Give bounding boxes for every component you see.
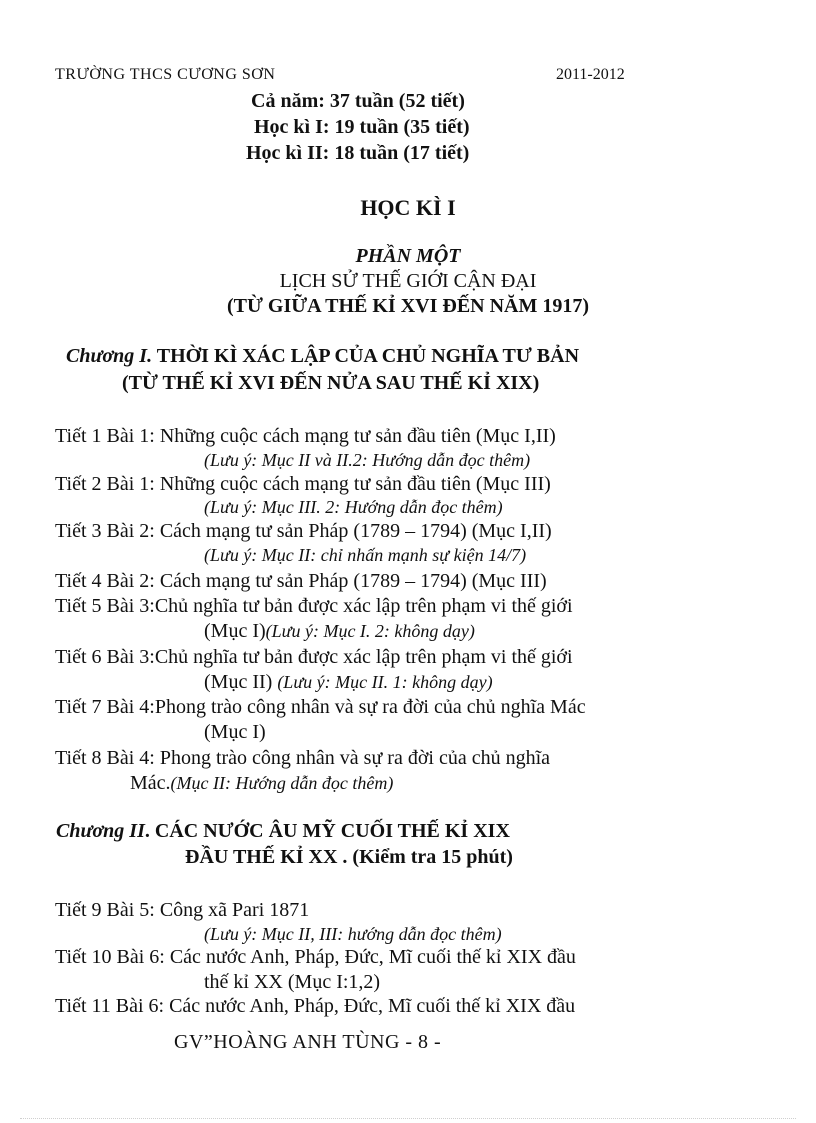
lesson-2-note: (Lưu ý: Mục III. 2: Hướng dẫn đọc thêm) [204,497,503,517]
lesson-3: Tiết 3 Bài 2: Cách mạng tư sản Pháp (1789 – 1794) (Mục I,II) [55,520,552,542]
chapter1-label: Chương I. [66,345,153,367]
lesson-11: Tiết 11 Bài 6: Các nước Anh, Pháp, Đức, Mĩ cuối thế kỉ XIX đầu [55,995,576,1017]
lesson-6-cont [204,671,493,694]
chapter2-heading [56,820,510,843]
lesson-1: Tiết 1 Bài 1: Những cuộc cách mạng tư sản đầu tiên (Mục I,II) [55,425,556,447]
term-title: HỌC KÌ I [360,195,456,220]
lesson-5-cont [204,620,475,643]
summary-term1: Học kì I: 19 tuần (35 tiết) [254,116,470,138]
lesson-6-section: (Mục II) [204,671,278,693]
lesson-5: Tiết 5 Bài 3:Chủ nghĩa tư bản được xác lập trên phạm vi thế giới [55,595,573,617]
chapter2-subtitle: ĐẦU THẾ KỈ XX . (Kiểm tra 15 phút) [185,846,513,868]
lesson-6: Tiết 6 Bài 3:Chủ nghĩa tư bản được xác lập trên phạm vi thế giới [55,646,573,668]
lesson-8-note: (Mục II: Hướng dẫn đọc thêm) [170,773,394,793]
page-bottom-divider [20,1118,796,1119]
chapter2-title: . CÁC NƯỚC ÂU MỸ CUỐI THẾ KỈ XIX [144,820,510,842]
lesson-9-note: (Lưu ý: Mục II, III: hướng dẫn đọc thêm) [204,924,502,944]
lesson-9: Tiết 9 Bài 5: Công xã Pari 1871 [55,899,310,921]
page-footer: GV”HOÀNG ANH TÙNG - 8 - [174,1031,442,1053]
chapter1-subtitle: (TỪ THẾ KỈ XVI ĐẾN NỬA SAU THẾ KỈ XIX) [122,372,540,394]
lesson-8-cont [130,772,393,795]
lesson-3-note: (Lưu ý: Mục II: chỉ nhấn mạnh sự kiện 14/7) [204,545,527,565]
lesson-4: Tiết 4 Bài 2: Cách mạng tư sản Pháp (1789 – 1794) (Mục III) [55,570,547,592]
lesson-6-note: (Lưu ý: Mục II. 1: không dạy) [277,672,493,692]
lesson-5-note: (Lưu ý: Mục I. 2: không dạy) [265,621,475,641]
lesson-8-word: Mác. [130,772,171,794]
summary-full-year: Cả năm: 37 tuần (52 tiết) [251,90,465,112]
lesson-1-note: (Lưu ý: Mục II và II.2: Hướng dẫn đọc thêm) [204,450,531,470]
school-year: 2011-2012 [556,66,625,83]
lesson-7: Tiết 7 Bài 4:Phong trào công nhân và sự ra đời của chủ nghĩa Mác [55,696,586,718]
part-label: PHẦN MỘT [355,245,461,267]
part-title: LỊCH SỬ THẾ GIỚI CẬN ĐẠI [279,270,537,292]
lesson-7-cont: (Mục I) [204,721,266,743]
lesson-5-section: (Mục I) [204,620,266,642]
lesson-2: Tiết 2 Bài 1: Những cuộc cách mạng tư sản đầu tiên (Mục III) [55,473,551,495]
summary-term2: Học kì II: 18 tuần (17 tiết) [246,142,470,164]
lesson-8: Tiết 8 Bài 4: Phong trào công nhân và sự ra đời của chủ nghĩa [55,747,551,769]
school-name: TRƯỜNG THCS CƯƠNG SƠN [55,66,276,83]
lesson-10-cont: thế kỉ XX (Mục I:1,2) [204,971,381,993]
chapter2-label: Chương II [56,820,145,842]
lesson-10: Tiết 10 Bài 6: Các nước Anh, Pháp, Đức, Mĩ cuối thế kỉ XIX đầu [55,946,576,968]
part-subtitle: (TỪ GIỮA THẾ KỈ XVI ĐẾN NĂM 1917) [226,295,590,317]
chapter1-title: THỜI KÌ XÁC LẬP CỦA CHỦ NGHĨA TƯ BẢN [152,345,580,367]
chapter1-heading [66,345,579,368]
